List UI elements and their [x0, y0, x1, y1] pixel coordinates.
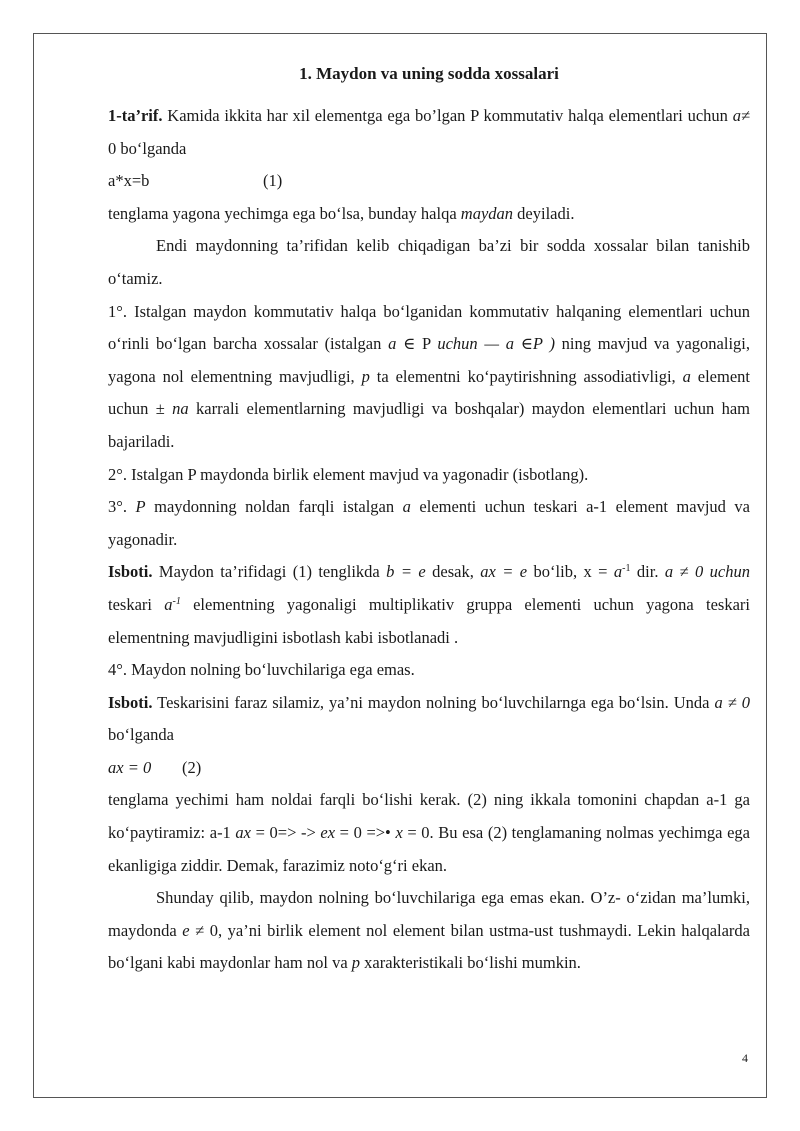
- proof-2-continued: [108, 784, 750, 882]
- property-3: [108, 491, 750, 556]
- document-body: [108, 58, 750, 980]
- text-run: Kamida ikkita har xil elementga ega bo’lgan P kommutativ halqa elementlari uchun: [162, 106, 733, 125]
- equation-expression: a*x=b: [108, 171, 150, 191]
- text-run: karrali elementlarning mavjudligi va boshqalar) maydon elementlari uchun ham bajariladi.: [108, 399, 750, 451]
- text-run: 0 bo‘lganda: [108, 138, 187, 158]
- equation-number: (1): [263, 171, 283, 191]
- proof-label: Isboti.: [108, 692, 153, 712]
- equation-number: (2): [182, 757, 202, 777]
- defined-term: maydan: [460, 203, 514, 223]
- definition-end: [108, 198, 750, 231]
- text-run: deyiladi.: [513, 203, 575, 223]
- section-title: 1. Maydon va uning sodda xossalari: [299, 64, 559, 83]
- math-run: ax = e: [480, 562, 528, 582]
- text-run: elementi uchun teskari a-1 element mavjud va yagonadir.: [108, 497, 751, 549]
- proof-1: [108, 556, 750, 654]
- text-run: ning mavjud va yagonaligi, yagona nol elementning mavjudligi,: [108, 334, 750, 386]
- math-run: a ≠ 0 uchun: [664, 562, 751, 582]
- text-run: = 0=> ->: [251, 823, 321, 843]
- conclusion-paragraph: [108, 882, 750, 980]
- text-run: 3°.: [108, 497, 136, 517]
- text-run: tenglama yagona yechimga ega bo‘lsa, bunday halqa: [108, 203, 461, 223]
- property-4: 4°. Maydon nolning bo‘luvchilariga ega emas.: [108, 660, 415, 680]
- text-run: bo‘lganda: [108, 725, 174, 745]
- math-run: a: [613, 562, 623, 582]
- math-run: P: [135, 497, 146, 517]
- text-run: elementning yagonaligi multiplikativ gruppa elementi uchun yagona teskari elementning mavjudligini isbotlash kabi isbotlanadi .: [108, 594, 750, 647]
- page-number: 4: [742, 1051, 748, 1065]
- definition-paragraph: [108, 100, 750, 165]
- math-run: a: [402, 497, 411, 517]
- math-run: p: [351, 953, 361, 973]
- math-run: uchun — a ∈P ): [437, 334, 555, 354]
- math-run: a: [164, 594, 173, 614]
- intro-paragraph: Endi maydonning ta’rifidan kelib chiqadigan ba’zi bir sodda xossalar bilan tanishib o‘tamiz.: [108, 236, 750, 288]
- superscript: -1: [172, 595, 181, 607]
- text-run: bo‘lib, x =: [527, 562, 614, 582]
- proof-2: [108, 687, 750, 752]
- math-run: na: [172, 399, 189, 419]
- equation-1: [108, 165, 750, 198]
- text-run: tenglama yechimi ham noldai farqli bo‘lishi kerak. (2) ning ikkala tomonini chapdan a-1 ga ko‘paytiramiz: a-1: [108, 790, 750, 843]
- math-run: x: [395, 823, 403, 843]
- equation-expression: ax = 0: [108, 757, 152, 777]
- math-run: e: [182, 920, 190, 940]
- math-run: ax: [235, 823, 251, 843]
- property-1: [108, 296, 750, 459]
- text-run: ta elementni ko‘paytirishning assodiativligi,: [369, 366, 683, 386]
- text-run: Shunday qilib, maydon nolning bo‘luvchilariga ega emas ekan. O’z- o‘zidan ma’lumki, maydonda: [108, 888, 750, 940]
- text-run: element uchun ±: [108, 366, 750, 419]
- superscript: -1: [622, 563, 631, 575]
- math-run: p: [361, 366, 370, 386]
- text-run: Teskarisini faraz silamiz, ya’ni maydon nolning bo‘luvchilarnga ega bo‘lsin. Unda: [152, 692, 715, 712]
- text-run: Maydon ta’rifidagi (1) tenglikda: [152, 562, 387, 582]
- definition-label: 1-ta’rif.: [108, 106, 163, 125]
- text-run: = 0. Bu esa (2) tenglamaning nolmas yechimga ega ekanligiga ziddir. Demak, farazimiz noto‘g‘ri ekan.: [108, 823, 751, 875]
- text-run: desak,: [425, 562, 481, 582]
- text-run: ≠ 0, ya’ni birlik element nol element bilan ustma-ust tushmaydi. Lekin halqalarda bo‘lgani kabi maydonlar ham nol va: [108, 920, 750, 973]
- math-run: a: [682, 366, 691, 386]
- math-run: a: [388, 334, 397, 354]
- text-run: maydonning noldan farqli istalgan: [145, 497, 403, 517]
- text-run: ∈ P: [396, 334, 438, 354]
- text-run: dir.: [630, 562, 665, 582]
- text-run: 1°. Istalgan maydon kommutativ halqa bo‘lganidan kommutativ halqaning elementlari uchun o‘rinli bo‘lgan barcha xossalar (istalgan: [108, 301, 750, 354]
- text-run: xarakteristikali bo‘lishi mumkin.: [360, 953, 581, 973]
- text-run: = 0 =>•: [335, 823, 396, 843]
- math-run: a ≠ 0: [714, 692, 750, 712]
- math-run: ex: [320, 823, 336, 843]
- text-run: teskari: [108, 594, 165, 614]
- math-run: a≠: [732, 106, 750, 125]
- proof-label: Isboti.: [108, 562, 153, 582]
- equation-2: [108, 752, 750, 785]
- property-2: 2°. Istalgan P maydonda birlik element mavjud va yagonadir (isbotlang).: [108, 464, 589, 484]
- math-run: b = e: [386, 562, 426, 582]
